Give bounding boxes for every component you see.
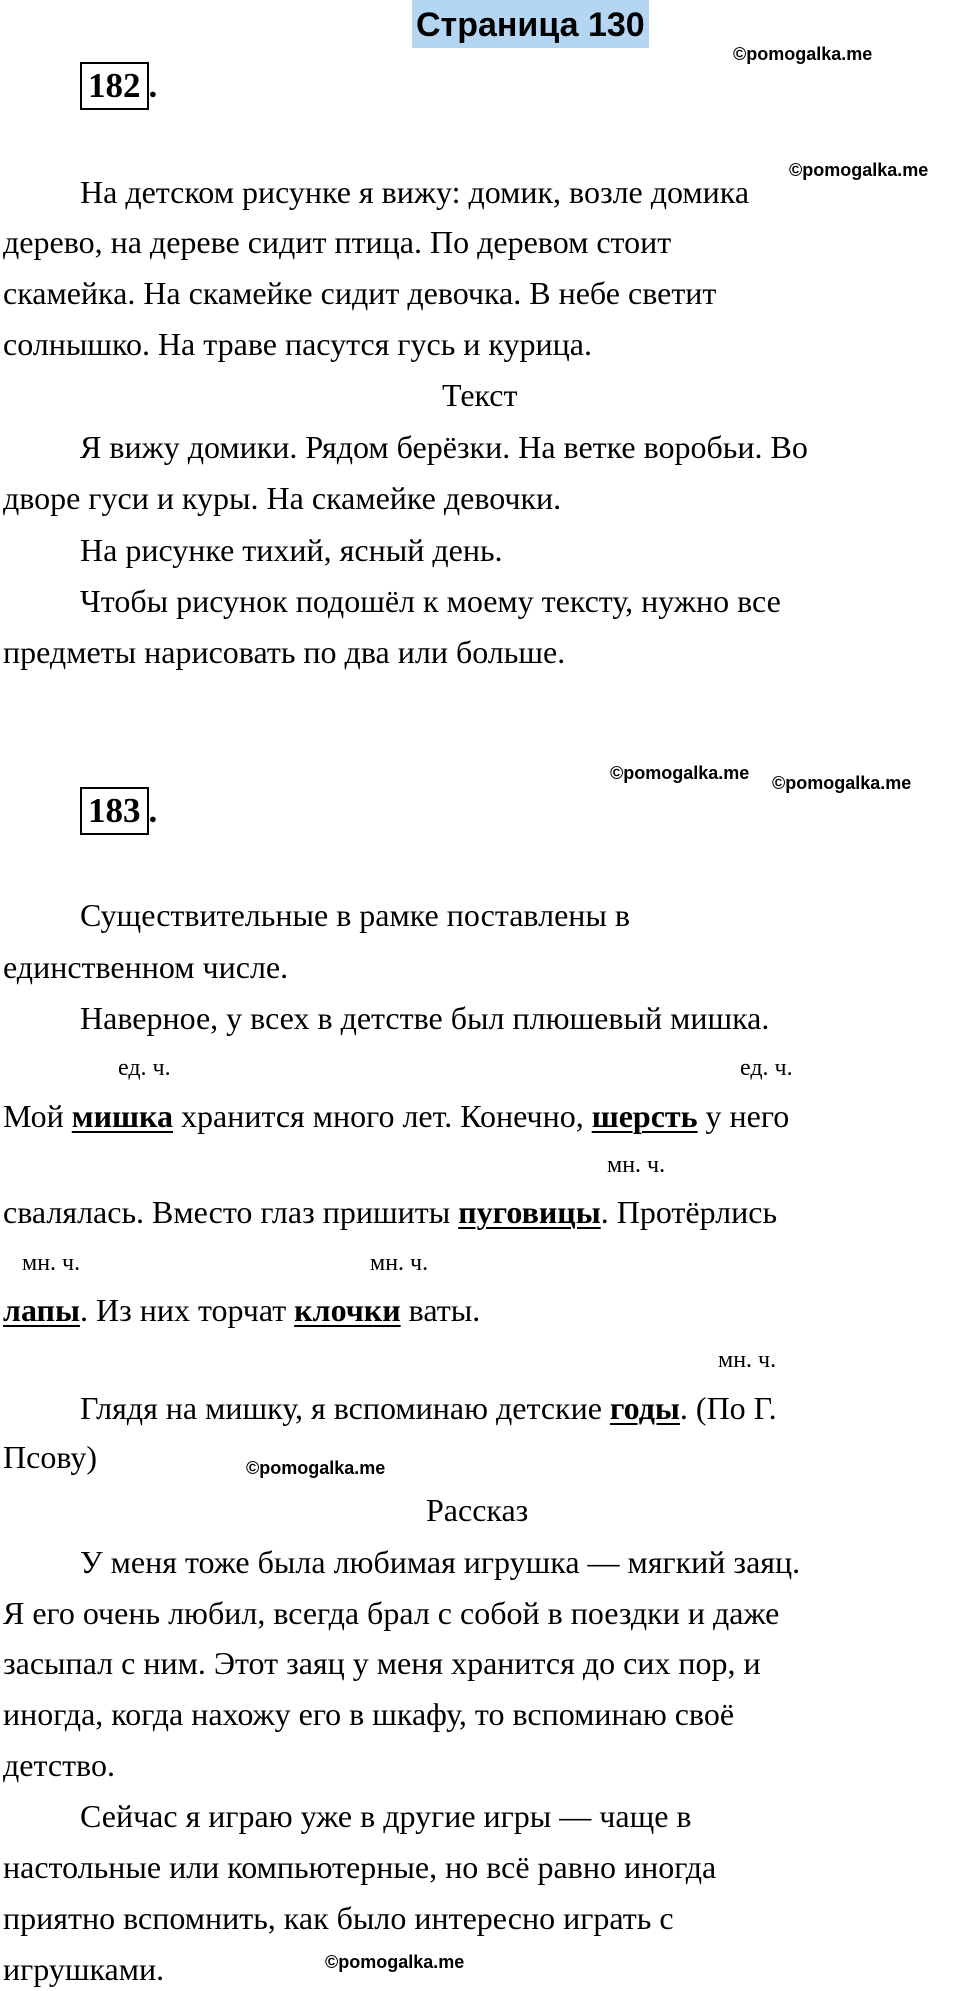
- noun-highlight: шерсть: [591, 1098, 698, 1134]
- text-line: Существительные в рамке поставлены в: [80, 897, 630, 933]
- text-line: Мой мишка хранится много лет. Конечно, шерсть у него: [3, 1098, 790, 1134]
- text-line: Сейчас я играю уже в другие игры — чаще в: [80, 1798, 692, 1834]
- text-line: иногда, когда нахожу его в шкафу, то вспоминаю своё: [3, 1696, 735, 1732]
- number-note: мн. ч.: [607, 1152, 666, 1178]
- noun-highlight: клочки: [294, 1292, 401, 1328]
- number-note: ед. ч.: [740, 1055, 793, 1081]
- exercise-number-182: 182 .: [80, 62, 157, 110]
- watermark: ©pomogalka.me: [246, 1458, 386, 1478]
- text-line: Чтобы рисунок подошёл к моему тексту, нужно все: [80, 583, 781, 619]
- text-line: Наверное, у всех в детстве был плюшевый мишка.: [80, 1000, 770, 1036]
- page-title: Страница 130: [412, 0, 649, 48]
- section-heading: Рассказ: [426, 1492, 529, 1528]
- text-line: лапы. Из них торчат клочки ваты.: [3, 1292, 481, 1328]
- watermark: ©pomogalka.me: [733, 44, 873, 64]
- text-line: Глядя на мишку, я вспоминаю детские годы. (По Г.: [80, 1390, 777, 1426]
- text-line: Псову): [3, 1439, 97, 1475]
- text-line: Я его очень любил, всегда брал с собой в поездки и даже: [3, 1595, 780, 1631]
- text-line: дворе гуси и куры. На скамейке девочки.: [3, 480, 562, 516]
- exercise-number-box: 182: [80, 62, 149, 110]
- text-line: игрушками.: [3, 1951, 165, 1987]
- watermark: ©pomogalka.me: [789, 160, 929, 180]
- text-line: На детском рисунке я вижу: домик, возле домика: [80, 174, 750, 210]
- number-note: мн. ч.: [718, 1347, 777, 1373]
- text-line: настольные или компьютерные, но всё равно иногда: [3, 1849, 717, 1885]
- exercise-number-box: 183: [80, 787, 149, 835]
- noun-highlight: мишка: [71, 1098, 173, 1134]
- text-line: солнышко. На траве пасутся гусь и курица.: [3, 326, 592, 362]
- text-line: На рисунке тихий, ясный день.: [80, 532, 503, 568]
- number-note: мн. ч.: [370, 1250, 429, 1276]
- exercise-number-183: 183 .: [80, 787, 157, 835]
- watermark: ©pomogalka.me: [610, 763, 750, 783]
- text-line: единственном числе.: [3, 949, 289, 985]
- watermark: ©pomogalka.me: [325, 1952, 465, 1972]
- section-heading: Текст: [442, 377, 518, 413]
- text-line: Я вижу домики. Рядом берёзки. На ветке воробьи. Во: [80, 429, 808, 465]
- noun-highlight: лапы: [3, 1292, 80, 1328]
- text-line: скамейка. На скамейке сидит девочка. В небе светит: [3, 275, 717, 311]
- number-note: ед. ч.: [118, 1055, 171, 1081]
- text-line: приятно вспомнить, как было интересно играть с: [3, 1900, 674, 1936]
- text-line: дерево, на дереве сидит птица. По деревом стоит: [3, 224, 672, 260]
- text-line: У меня тоже была любимая игрушка — мягкий заяц.: [80, 1544, 801, 1580]
- text-line: детство.: [3, 1747, 115, 1783]
- text-line: свалялась. Вместо глаз пришиты пуговицы. Протёрлись: [3, 1194, 778, 1230]
- number-note: мн. ч.: [22, 1250, 81, 1276]
- text-line: засыпал с ним. Этот заяц у меня хранится до сих пор, и: [3, 1645, 761, 1681]
- noun-highlight: годы: [609, 1390, 680, 1426]
- noun-highlight: пуговицы: [458, 1194, 601, 1230]
- text-line: предметы нарисовать по два или больше.: [3, 634, 566, 670]
- watermark: ©pomogalka.me: [772, 773, 912, 793]
